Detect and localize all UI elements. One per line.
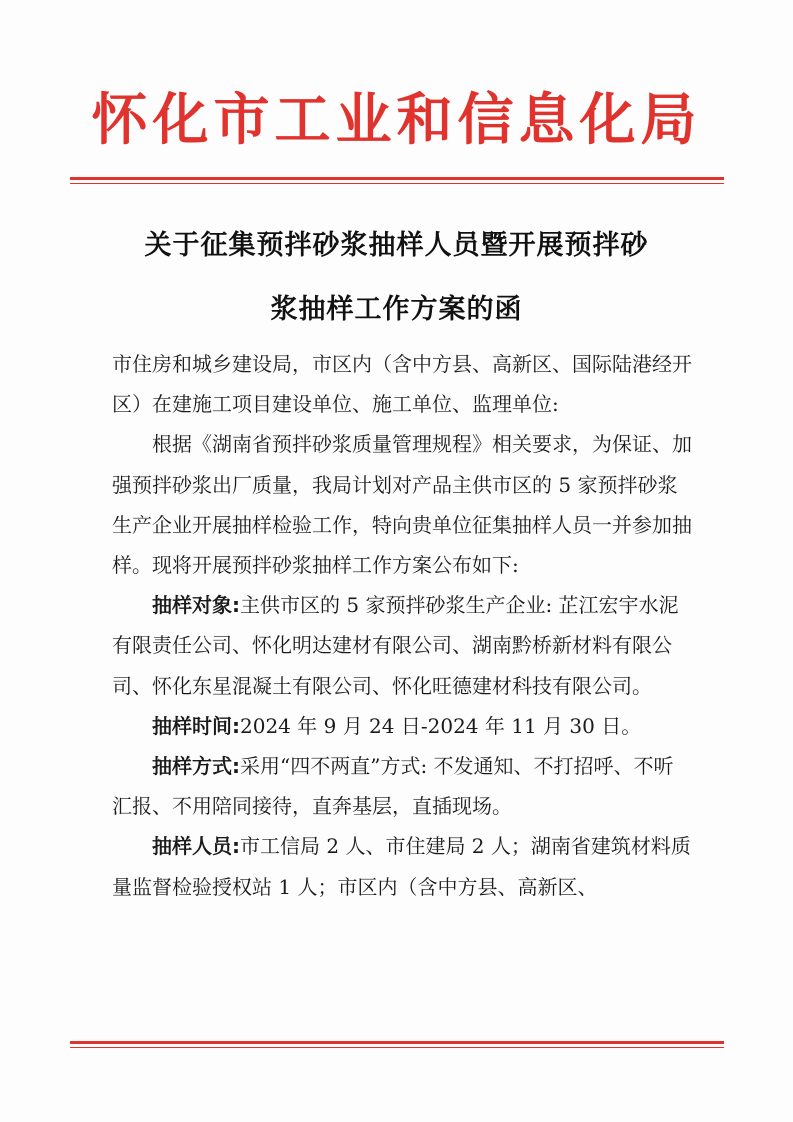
section-label: 抽样方式: [152,754,240,779]
section-text: 市工信局 2 人、市住建局 2 人；湖南省建筑材料质量监督检验授权站 1 人；市区内（含中方县、高新区、 [112,834,691,899]
intro-paragraph: 根据《湖南省预拌砂浆质量管理规程》相关要求，为保证、加强预拌砂浆出厂质量，我局计划对产品主供市区的 5 家预拌砂浆生产企业开展抽样检验工作，特向贵单位征集抽样人员一并参加抽样。现将开展预拌砂浆抽样工作方案公布如下: [112,432,692,578]
document-title-line-1: 关于征集预拌砂浆抽样人员暨开展预拌砂 [144,230,649,261]
footer-red-rule [70,1041,724,1048]
section-sampling-method [112,746,692,826]
section-label: 抽样人员: [152,834,240,859]
header-red-rule [70,177,724,184]
section-sampling-targets [112,585,692,706]
section-sampling-time [112,706,692,746]
issuing-authority-header: 怀化市工业和信息化局 [91,88,702,153]
section-text: 采用“四不两直”方式: 不发通知、不打招呼、不听汇报、不用陪同接待，直奔基层，直插现场。 [112,754,674,819]
addressee-paragraph: 市住房和城乡建设局，市区内（含中方县、高新区、国际陆港经开区）在建施工项目建设单位、施工单位、监理单位: [112,352,692,417]
section-text: 主供市区的 5 家预拌砂浆生产企业: 芷江宏宇水泥有限责任公司、怀化明达建材有限公司、湖南黔桥新材料有限公司、怀化东星混凝土有限公司、怀化旺德建材科技有限公司。 [112,593,679,698]
document-title-line-2: 浆抽样工作方案的函 [270,294,523,325]
section-label: 抽样时间: [152,713,240,738]
document-body [112,344,692,907]
section-sampling-personnel [112,826,692,906]
section-label: 抽样对象: [152,593,240,618]
section-text: 2024 年 9 月 24 日-2024 年 11 月 30 日。 [240,713,642,738]
